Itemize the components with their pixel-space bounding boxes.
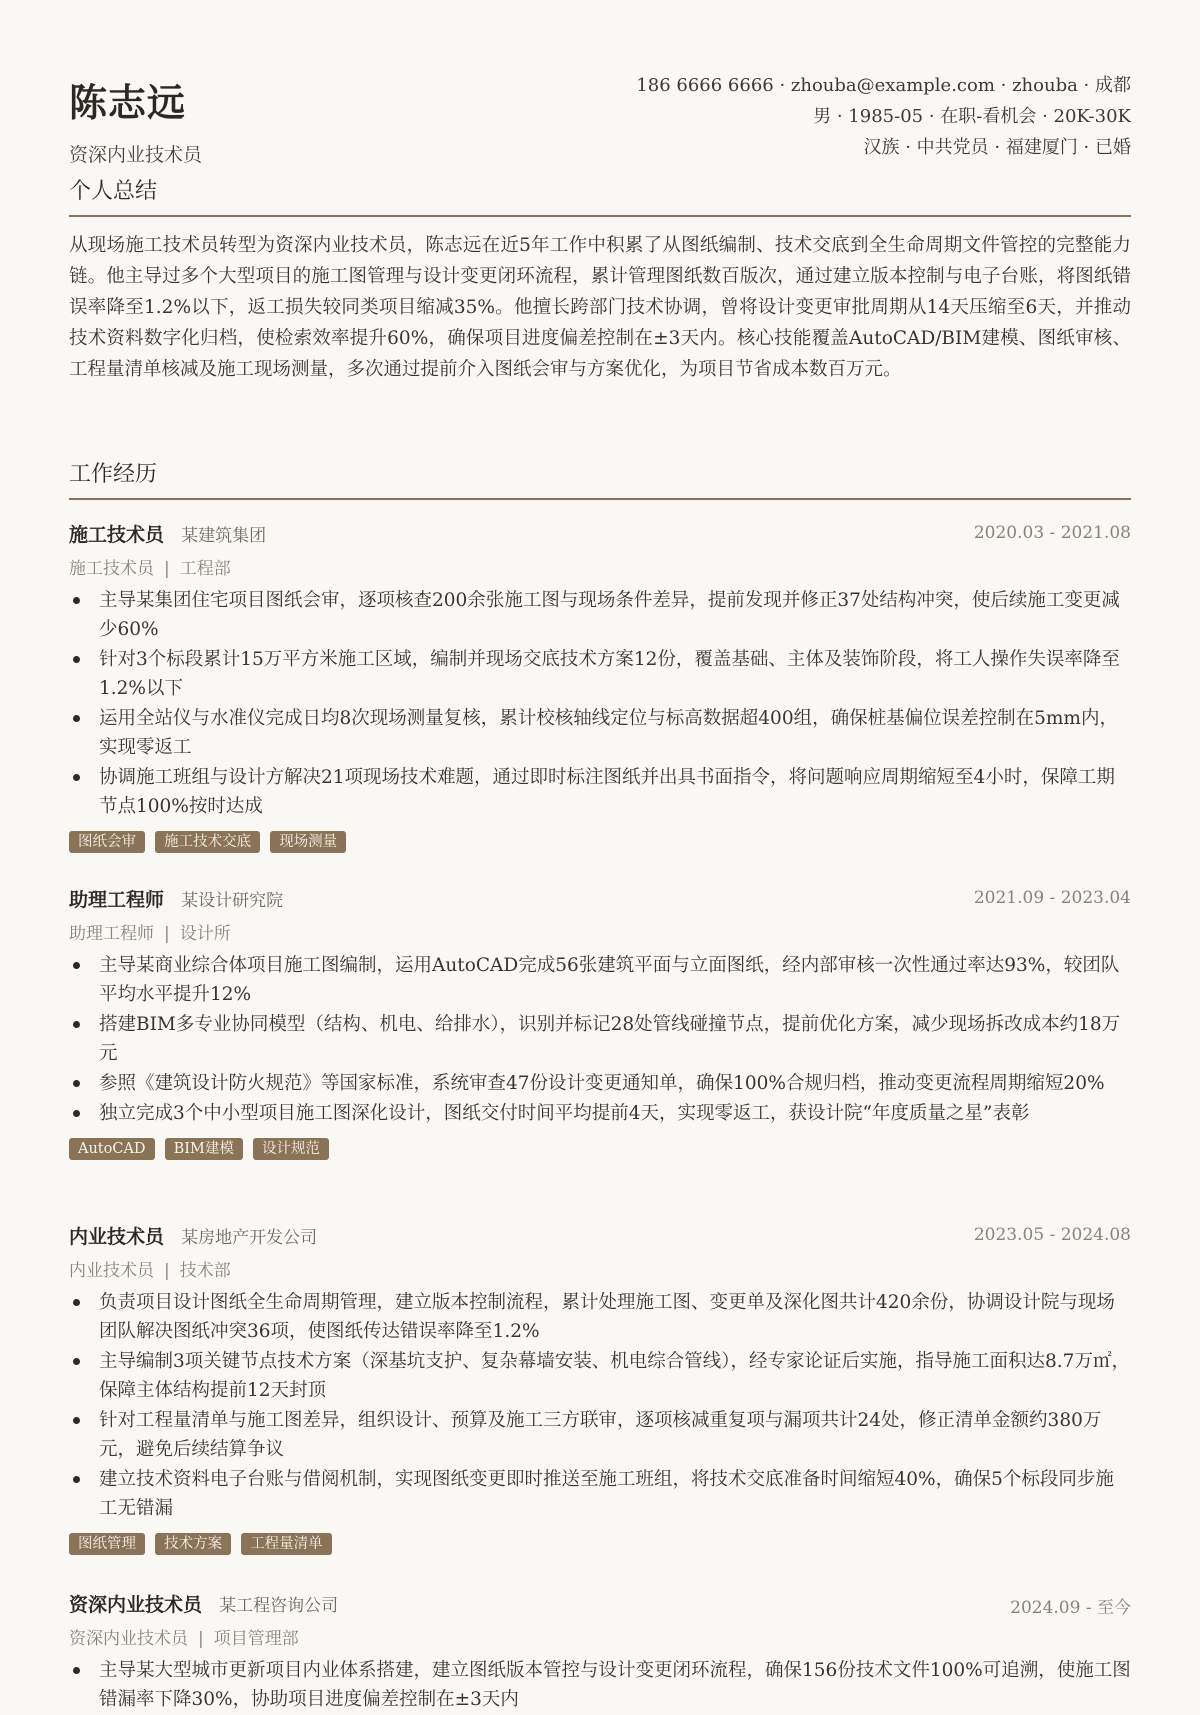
job-role: 助理工程师 [69,924,154,944]
summary-text: 从现场施工技术员转型为资深内业技术员，陈志远在近5年工作中积累了从图纸编制、技术交底到全生命周期文件管控的完整能力链。他主导过多个大型项目的施工图管理与设计变更闭环流程，累计管理图纸数百版次，通过建立版本控制与电子台账，将图纸错误率降至1.2%以下，返工损失较同类项目缩减35%。他擅长跨部门技术协调，曾将设计变更审批周期从14天压缩至6天，并推动技术资料数字化归档，使检索效率提升60%，确保项目进度偏差控制在±3天内。核心技能覆盖AutoCAD/BIM建模、图纸审核、工程量清单核减及施工现场测量，多次通过提前介入图纸会审与方案优化，为项目节省成本数百万元。 [69,235,1131,380]
list-item: 针对3个标段累计15万平方米施工区域，编制并现场交底技术方案12份，覆盖基础、主体及装饰阶段，将工人操作失误率降至1.2%以下 [69,645,1131,703]
job-role: 内业技术员 [69,1261,154,1281]
contact-info [636,70,1131,163]
job-role-line: 助理工程师 | 设计所 [69,924,231,944]
contact-line: 汉族 · 中共党员 · 福建厦门 · 已婚 [863,137,1131,158]
job-title: 资深内业技术员 [69,1594,203,1616]
skill-tag: BIM建模 [165,1138,243,1160]
job-entry [69,1590,1131,1715]
job-entry [69,1222,1131,1557]
job-title: 助理工程师 [69,889,165,911]
skill-tag: 图纸管理 [69,1533,145,1555]
list-item: 针对工程量清单与施工图差异，组织设计、预算及施工三方联审，逐项核减重复项与漏项共计24处，修正清单金额约380万元，避免后续结算争议 [69,1406,1131,1464]
job-bullets [69,1288,1131,1523]
skill-tag: 技术方案 [155,1533,231,1555]
job-dept: 工程部 [179,559,231,579]
job-role-line: 内业技术员 | 技术部 [69,1261,231,1281]
job-role: 施工技术员 [69,559,154,579]
contact-line: 男 · 1985-05 · 在职-看机会 · 20K-30K [813,106,1131,127]
list-item: 独立完成3个中小型项目施工图深化设计，图纸交付时间平均提前4天，实现零返工，获设计院“年度质量之星”表彰 [69,1099,1131,1128]
job-entry [69,520,1131,855]
job-company: 某设计研究院 [181,891,284,911]
list-item: 主导某大型城市更新项目内业体系搭建，建立图纸版本管控与设计变更闭环流程，确保156份技术文件100%可追溯，使施工图错漏率下降30%，协助项目进度偏差控制在±3天内 [69,1656,1131,1714]
list-item: 主导某商业综合体项目施工图编制，运用AutoCAD完成56张建筑平面与立面图纸，经内部审核一次性通过率达93%，较团队平均水平提升12% [69,951,1131,1009]
skill-tag: 工程量清单 [241,1533,332,1555]
job-date: 2020.03 - 2021.08 [973,523,1131,543]
candidate-title: 资深内业技术员 [69,144,203,166]
list-item: 负责项目设计图纸全生命周期管理，建立版本控制流程，累计处理施工图、变更单及深化图共计420余份，协调设计院与现场团队解决图纸冲突36项，使图纸传达错误率降至1.2% [69,1288,1131,1346]
skill-tag: 设计规范 [253,1138,329,1160]
work-heading: 工作经历 [69,457,1131,500]
skill-tags [69,1533,1131,1557]
job-title: 内业技术员 [69,1226,165,1248]
resume-header [69,0,1131,180]
job-entry [69,885,1131,1162]
list-item: 主导某集团住宅项目图纸会审，逐项核查200余张施工图与现场条件差异，提前发现并修正37处结构冲突，使后续施工变更减少60% [69,586,1131,644]
list-item: 主导编制3项关键节点技术方案（深基坑支护、复杂幕墙安装、机电综合管线），经专家论证后实施，指导施工面积达8.7万㎡，保障主体结构提前12天封顶 [69,1347,1131,1405]
skill-tag: AutoCAD [69,1138,155,1160]
job-company: 某建筑集团 [181,526,267,546]
job-bullets [69,586,1131,821]
summary-heading: 个人总结 [69,174,1131,217]
skill-tags [69,1138,1131,1162]
list-item: 协调施工班组与设计方解决21项现场技术难题，通过即时标注图纸并出具书面指令，将问题响应周期缩短至4小时，保障工期节点100%按时达成 [69,763,1131,821]
list-item: 参照《建筑设计防火规范》等国家标准，系统审查47份设计变更通知单，确保100%合规归档，推动变更流程周期缩短20% [69,1069,1131,1098]
job-role-line: 资深内业技术员 | 项目管理部 [69,1629,299,1649]
job-bullets [69,1656,1131,1714]
job-date: 2023.05 - 2024.08 [973,1225,1131,1245]
skill-tag: 施工技术交底 [155,831,260,853]
job-dept: 技术部 [179,1261,231,1281]
skill-tag: 现场测量 [270,831,346,853]
job-title: 施工技术员 [69,524,165,546]
skill-tag: 图纸会审 [69,831,145,853]
list-item: 搭建BIM多专业协同模型（结构、机电、给排水），识别并标记28处管线碰撞节点，提前优化方案，减少现场拆改成本约18万元 [69,1010,1131,1068]
list-item: 建立技术资料电子台账与借阅机制，实现图纸变更即时推送至施工班组，将技术交底准备时间缩短40%，确保5个标段同步施工无错漏 [69,1465,1131,1523]
contact-line: 186 6666 6666 · zhouba@example.com · zhouba · 成都 [636,75,1131,96]
job-dept: 设计所 [179,924,231,944]
job-date: 2024.09 - 至今 [1010,1598,1131,1618]
list-item: 运用全站仪与水准仪完成日均8次现场测量复核，累计校核轴线定位与标高数据超400组，确保桩基偏位误差控制在5mm内，实现零返工 [69,704,1131,762]
job-dept: 项目管理部 [213,1629,299,1649]
job-company: 某房地产开发公司 [181,1228,318,1248]
skill-tags [69,831,1131,855]
job-bullets [69,951,1131,1128]
job-company: 某工程咨询公司 [219,1596,339,1616]
job-role-line: 施工技术员 | 工程部 [69,559,231,579]
candidate-name: 陈志远 [69,80,187,125]
job-date: 2021.09 - 2023.04 [973,888,1131,908]
job-role: 资深内业技术员 [69,1629,188,1649]
